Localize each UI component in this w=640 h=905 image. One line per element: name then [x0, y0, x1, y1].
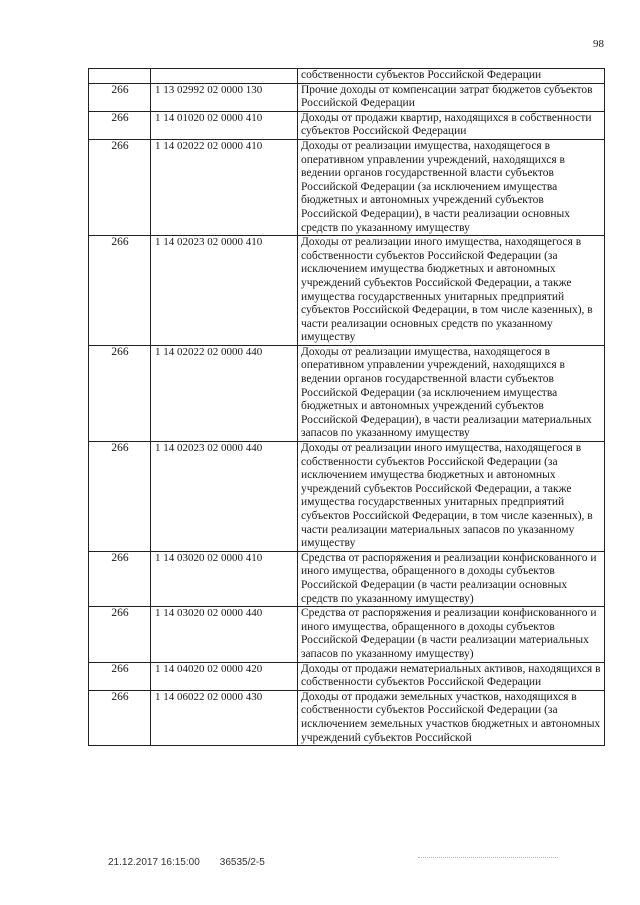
table-row: [89, 690, 605, 745]
admin-code-cell: 266: [89, 690, 151, 745]
table-row: [89, 69, 605, 84]
revenue-name-cell: Доходы от реализации имущества, находящегося в оперативном управлении учреждений, находящихся в ведении органов государственной власти субъектов Российской Федерации (за исключением имущества бюджетных и автономных учреждений субъектов Российской Федерации), в части реализации материальных запасов по указанному имуществу: [298, 345, 605, 441]
table-row: [89, 551, 605, 606]
revenue-name-cell: Доходы от продажи нематериальных активов, находящихся в собственности субъектов Российской Федерации: [298, 662, 605, 690]
budget-code-cell: 1 14 06022 02 0000 430: [151, 690, 298, 745]
revenue-name-cell: Доходы от продажи квартир, находящихся в собственности субъектов Российской Федерации: [298, 111, 605, 139]
table-row: [89, 442, 605, 552]
table-row: [89, 662, 605, 690]
budget-code-cell: 1 14 03020 02 0000 440: [151, 607, 298, 662]
table-row: [89, 345, 605, 441]
revenue-name-cell: Средства от распоряжения и реализации конфискованного и иного имущества, обращенного в доходы субъектов Российской Федерации (в части реализации основных средств по указанному имуществу): [298, 551, 605, 606]
admin-code-cell: 266: [89, 442, 151, 552]
budget-code-cell: 1 14 03020 02 0000 410: [151, 551, 298, 606]
scan-artifact: [418, 857, 558, 864]
footer-doc-id: 36535/2-5: [219, 857, 265, 868]
budget-code-cell: 1 14 02022 02 0000 410: [151, 139, 298, 235]
admin-code-cell: 266: [89, 111, 151, 139]
revenue-name-cell: Доходы от реализации имущества, находящегося в оперативном управлении учреждений, находящихся в ведении органов государственной власти субъектов Российской Федерации (за исключением имущества бюджетных и автономных учреждений субъектов Российской Федерации), в части реализации основных средств по указанному имуществу: [298, 139, 605, 235]
table-row: [89, 83, 605, 111]
table-row: [89, 607, 605, 662]
table-body: [89, 69, 605, 746]
admin-code-cell: [89, 69, 151, 84]
revenue-name-cell: Доходы от реализации иного имущества, находящегося в собственности субъектов Российской Федерации (за исключением имущества бюджетных и автономных учреждений субъектов Российской Федерации, а также имущества государственных унитарных предприятий субъектов Российской Федерации, в том числе казенных), в части реализации основных средств по указанному имуществу: [298, 236, 605, 346]
admin-code-cell: 266: [89, 236, 151, 346]
revenue-codes-table: [88, 68, 605, 746]
admin-code-cell: 266: [89, 83, 151, 111]
admin-code-cell: 266: [89, 345, 151, 441]
budget-code-cell: 1 14 02022 02 0000 440: [151, 345, 298, 441]
table-row: [89, 236, 605, 346]
admin-code-cell: 266: [89, 551, 151, 606]
admin-code-cell: 266: [89, 662, 151, 690]
budget-code-cell: 1 13 02992 02 0000 130: [151, 83, 298, 111]
table-row: [89, 139, 605, 235]
admin-code-cell: 266: [89, 139, 151, 235]
revenue-name-cell: Средства от распоряжения и реализации конфискованного и иного имущества, обращенного в доходы субъектов Российской Федерации (в части реализации материальных запасов по указанному имуществу): [298, 607, 605, 662]
revenue-name-cell: собственности субъектов Российской Федерации: [298, 69, 605, 84]
admin-code-cell: 266: [89, 607, 151, 662]
revenue-name-cell: Доходы от продажи земельных участков, находящихся в собственности субъектов Российской Федерации (за исключением земельных участков бюджетных и автономных учреждений субъектов Российской: [298, 690, 605, 745]
budget-code-cell: 1 14 02023 02 0000 410: [151, 236, 298, 346]
table-row: [89, 111, 605, 139]
budget-code-cell: 1 14 01020 02 0000 410: [151, 111, 298, 139]
footer-stamp: [108, 857, 265, 868]
budget-code-cell: 1 14 04020 02 0000 420: [151, 662, 298, 690]
footer-timestamp: 21.12.2017 16:15:00: [108, 857, 200, 868]
page-number: 98: [593, 38, 604, 50]
budget-code-cell: [151, 69, 298, 84]
budget-code-cell: 1 14 02023 02 0000 440: [151, 442, 298, 552]
revenue-name-cell: Доходы от реализации иного имущества, находящегося в собственности субъектов Российской Федерации (за исключением имущества бюджетных и автономных учреждений субъектов Российской Федерации, а также имущества государственных унитарных предприятий субъектов Российской Федерации, в том числе казенных), в части реализации материальных запасов по указанному имуществу: [298, 442, 605, 552]
revenue-name-cell: Прочие доходы от компенсации затрат бюджетов субъектов Российской Федерации: [298, 83, 605, 111]
